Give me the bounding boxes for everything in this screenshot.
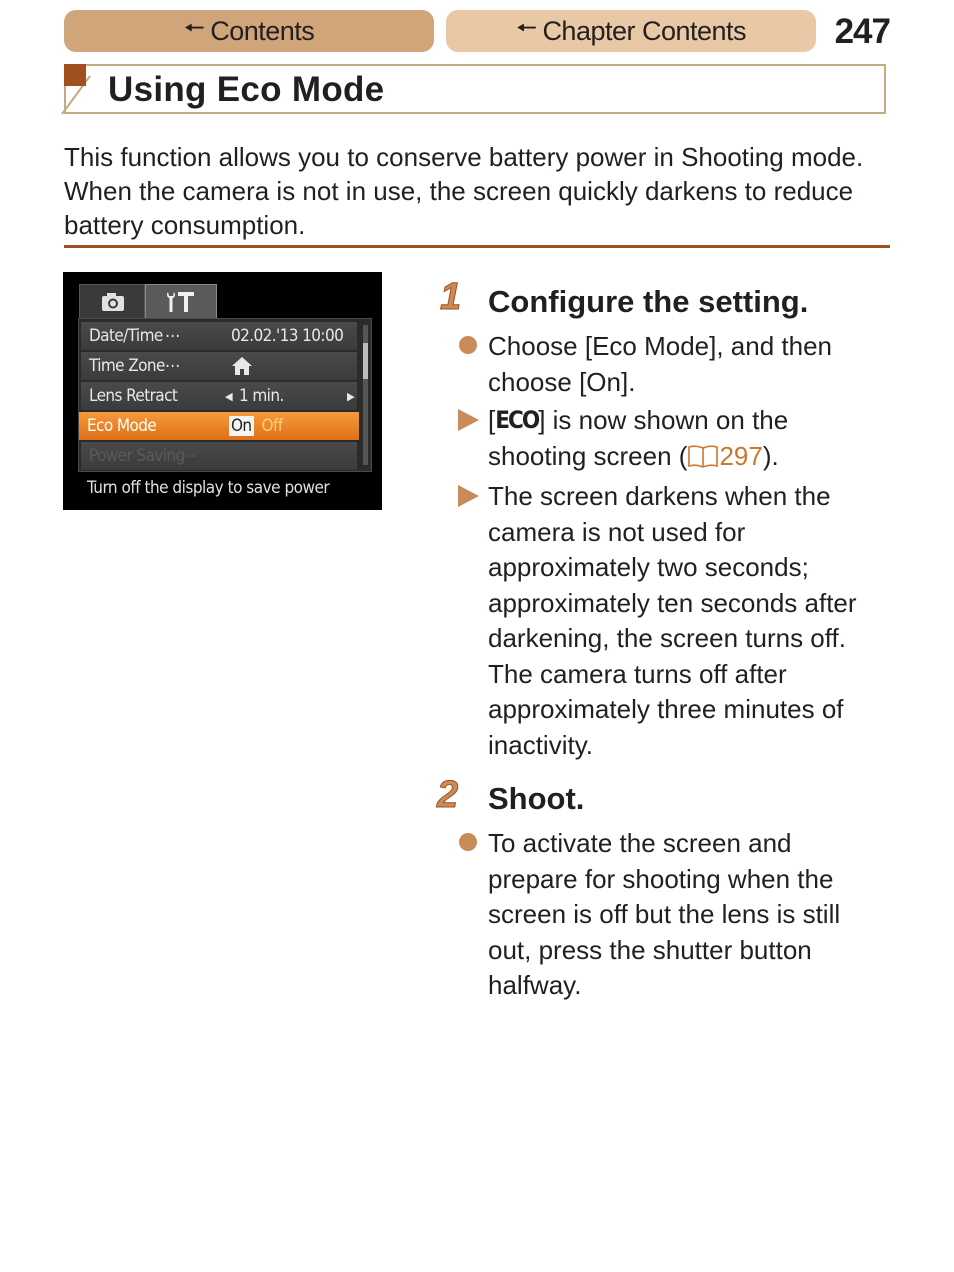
more-dots-icon: … bbox=[165, 352, 180, 372]
contents-button[interactable] bbox=[64, 10, 434, 52]
cam-hint-text: Turn off the display to save power bbox=[87, 478, 330, 498]
camera-icon bbox=[80, 285, 144, 319]
cam-row-label: Eco Mode bbox=[87, 416, 157, 436]
eco-mode-icon: ECO bbox=[495, 406, 539, 434]
chapter-contents-button[interactable] bbox=[446, 10, 816, 52]
cam-row-date-time bbox=[81, 322, 357, 350]
cam-row-value: 02.02.'13 10:00 bbox=[231, 326, 344, 346]
cam-row-label: Date/Time bbox=[89, 326, 163, 346]
left-arrow-icon: 🠔 bbox=[183, 14, 205, 42]
cam-row-label: Lens Retract bbox=[89, 386, 178, 406]
cam-row-lens-retract bbox=[81, 382, 357, 410]
bullet-dot-icon bbox=[459, 833, 477, 851]
section-title: Using Eco Mode bbox=[108, 70, 385, 109]
step1-bullet-1: Choose [Eco Mode], and then choose [On]. bbox=[488, 331, 833, 397]
bullet-dot-icon bbox=[459, 336, 477, 354]
setup-tab bbox=[145, 284, 217, 319]
chapter-contents-label: Chapter Contents bbox=[542, 15, 747, 46]
home-icon bbox=[231, 356, 253, 376]
step1-bullet-3: The screen darkens when the camera is not used for approximately two seconds; approximately ten seconds after darkening, the screen turns off. The camera turns off after approximately three minutes of inactivity. bbox=[488, 481, 857, 760]
option-off: Off bbox=[261, 416, 283, 436]
step1-bullet-2-text: ] is now shown on the shooting screen ( bbox=[488, 405, 789, 471]
camera-menu-panel bbox=[78, 318, 372, 472]
camera-tab bbox=[79, 284, 145, 319]
camera-menu-screenshot bbox=[63, 272, 382, 510]
setup-icon bbox=[146, 285, 216, 319]
step-number-2: 2 bbox=[437, 774, 459, 816]
step2-bullet-1: To activate the screen and prepare for shooting when the screen is off but the lens is still out, press the shutter button halfway. bbox=[488, 828, 841, 1000]
page-number: 247 bbox=[834, 12, 890, 51]
cam-row-time-zone bbox=[81, 352, 357, 380]
more-dots-icon: … bbox=[165, 322, 180, 342]
cam-row-label: Power Saving bbox=[89, 446, 185, 466]
cam-row-eco-mode bbox=[79, 412, 359, 440]
step1-bullet-2-end: ). bbox=[762, 440, 779, 471]
contents-label: Contents bbox=[210, 15, 315, 46]
cam-row-value: 1 min. bbox=[239, 386, 284, 406]
bullet-triangle-icon bbox=[458, 485, 479, 507]
step-title-2: Shoot. bbox=[488, 781, 585, 816]
right-caret-icon: ▶ bbox=[347, 390, 355, 403]
left-arrow-icon: 🠔 bbox=[515, 14, 537, 42]
cam-scrollbar-thumb bbox=[363, 343, 368, 379]
page-reference-link[interactable]: 297 bbox=[719, 440, 763, 471]
left-caret-icon: ◀ bbox=[225, 390, 233, 403]
bullet-triangle-icon bbox=[458, 409, 479, 431]
cam-row-label: Time Zone bbox=[89, 356, 165, 376]
book-icon bbox=[687, 444, 719, 468]
step-title-1: Configure the setting. bbox=[488, 284, 809, 319]
cam-row-options bbox=[229, 416, 283, 436]
more-dots-icon: … bbox=[181, 442, 196, 462]
option-on: On bbox=[231, 416, 252, 436]
step1-bullet-2: [ECO] is now shown on the shooting screen ( 297). bbox=[488, 405, 789, 471]
intro-divider bbox=[64, 245, 890, 248]
title-marker-square bbox=[64, 64, 86, 86]
intro-paragraph: This function allows you to conserve battery power in Shooting mode. When the camera is not in use, the screen quickly darkens to reduce battery consumption. bbox=[64, 142, 864, 240]
step-number-1: 1 bbox=[440, 276, 462, 318]
cam-row-power-saving bbox=[81, 442, 357, 470]
